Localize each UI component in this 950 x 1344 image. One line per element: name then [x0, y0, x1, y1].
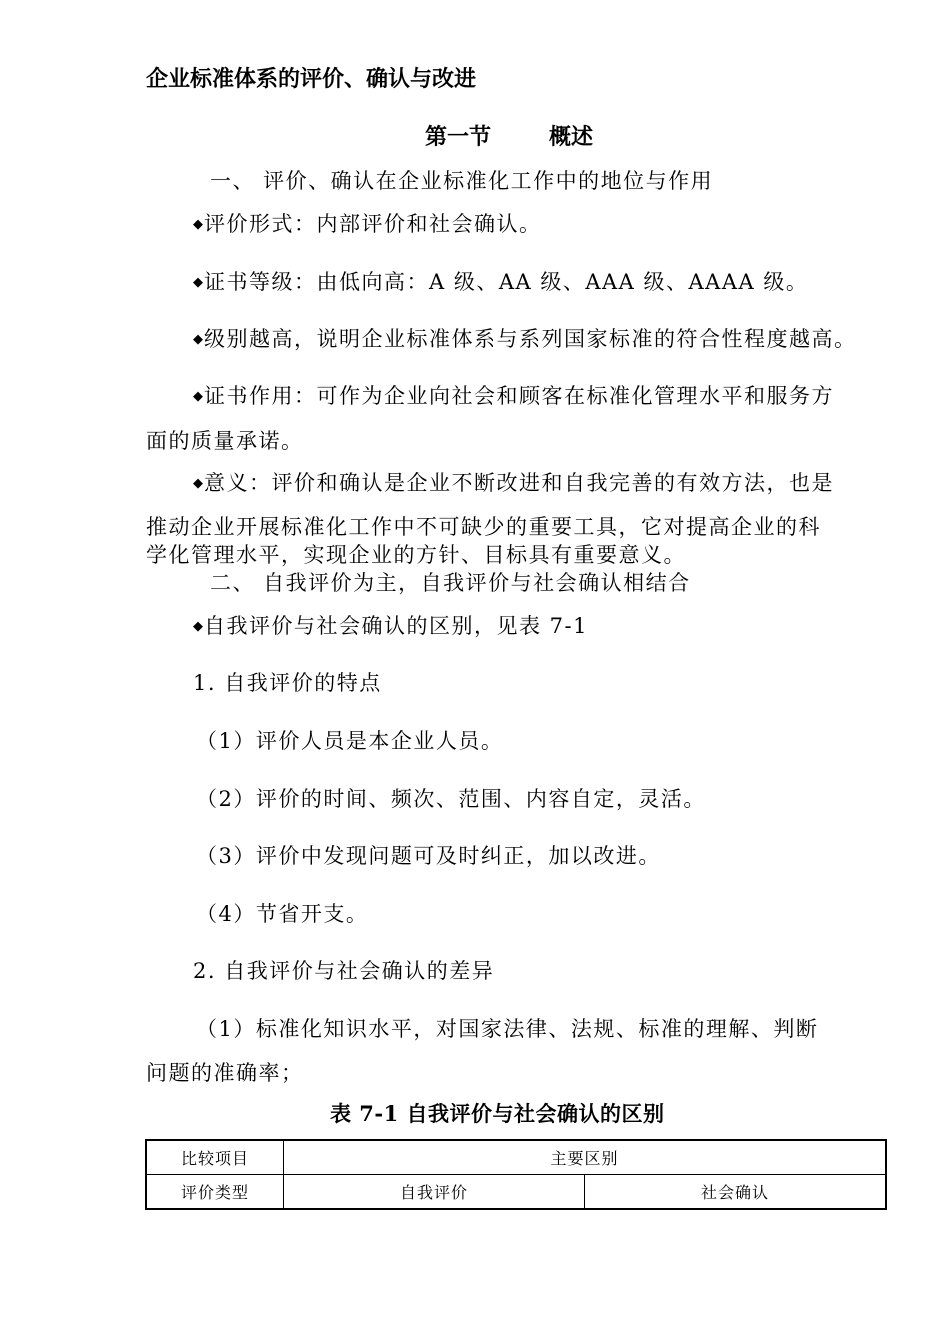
list-item: （3）评价中发现问题可及时纠正，加以改进。: [196, 844, 661, 868]
bullet-significance-cont2: 学化管理水平，实现企业的方针、目标具有重要意义。: [146, 543, 686, 567]
diamond-bullet-icon: ◆: [193, 275, 205, 290]
diamond-bullet-icon: ◆: [193, 389, 205, 404]
list-item: （1）标准化知识水平，对国家法律、法规、标准的理解、判断: [196, 1017, 819, 1041]
section-heading: [425, 120, 593, 151]
bullet-evaluation-form: ◆评价形式：内部评价和社会确认。: [193, 212, 542, 236]
table-cell: 主要区别: [284, 1140, 887, 1175]
section-number: 第一节: [425, 124, 492, 150]
list-item: （4）节省开支。: [196, 902, 369, 926]
bullet-certificate-use: ◆证书作用：可作为企业向社会和顾客在标准化管理水平和服务方: [193, 384, 834, 408]
bullet-significance-cont1: 推动企业开展标准化工作中不可缺少的重要工具，它对提高企业的科: [146, 515, 821, 539]
table-row: [146, 1175, 886, 1210]
section-name: 概述: [549, 124, 594, 150]
table-cell: 比较项目: [146, 1140, 284, 1175]
bullet-significance: ◆意义：评价和确认是企业不断改进和自我完善的有效方法，也是: [193, 471, 834, 495]
diamond-bullet-icon: ◆: [193, 476, 205, 491]
table-caption: 表 7-1 自我评价与社会确认的区别: [330, 1101, 665, 1126]
diamond-bullet-icon: ◆: [193, 332, 205, 347]
bullet-difference: ◆自我评价与社会确认的区别，见表 7-1: [193, 614, 588, 638]
bullet-certificate-use-cont: 面的质量承诺。: [146, 429, 304, 453]
diamond-bullet-icon: ◆: [193, 217, 205, 232]
comparison-table: [145, 1139, 887, 1210]
table-cell: 自我评价: [284, 1175, 585, 1210]
heading-two: 二、 自我评价为主，自我评价与社会确认相结合: [210, 571, 691, 595]
list-item: （1）评价人员是本企业人员。: [196, 729, 504, 753]
subheading-self-evaluation: 1. 自我评价的特点: [193, 671, 382, 695]
table-cell: 评价类型: [146, 1175, 284, 1210]
list-item-cont: 问题的准确率；: [146, 1061, 304, 1085]
heading-one: 一、 评价、确认在企业标准化工作中的地位与作用: [210, 169, 714, 193]
list-item: （2）评价的时间、频次、范围、内容自定，灵活。: [196, 787, 706, 811]
document-title: 企业标准体系的评价、确认与改进: [146, 67, 477, 92]
table-row: [146, 1140, 886, 1175]
subheading-differences: 2. 自我评价与社会确认的差异: [193, 959, 495, 983]
bullet-certificate-levels: ◆证书等级：由低向高：A 级、AA 级、AAA 级、AAAA 级。: [193, 270, 809, 294]
bullet-level-meaning: ◆级别越高，说明企业标准体系与系列国家标准的符合性程度越高。: [193, 327, 857, 351]
table-cell: 社会确认: [585, 1175, 887, 1210]
diamond-bullet-icon: ◆: [193, 619, 205, 634]
